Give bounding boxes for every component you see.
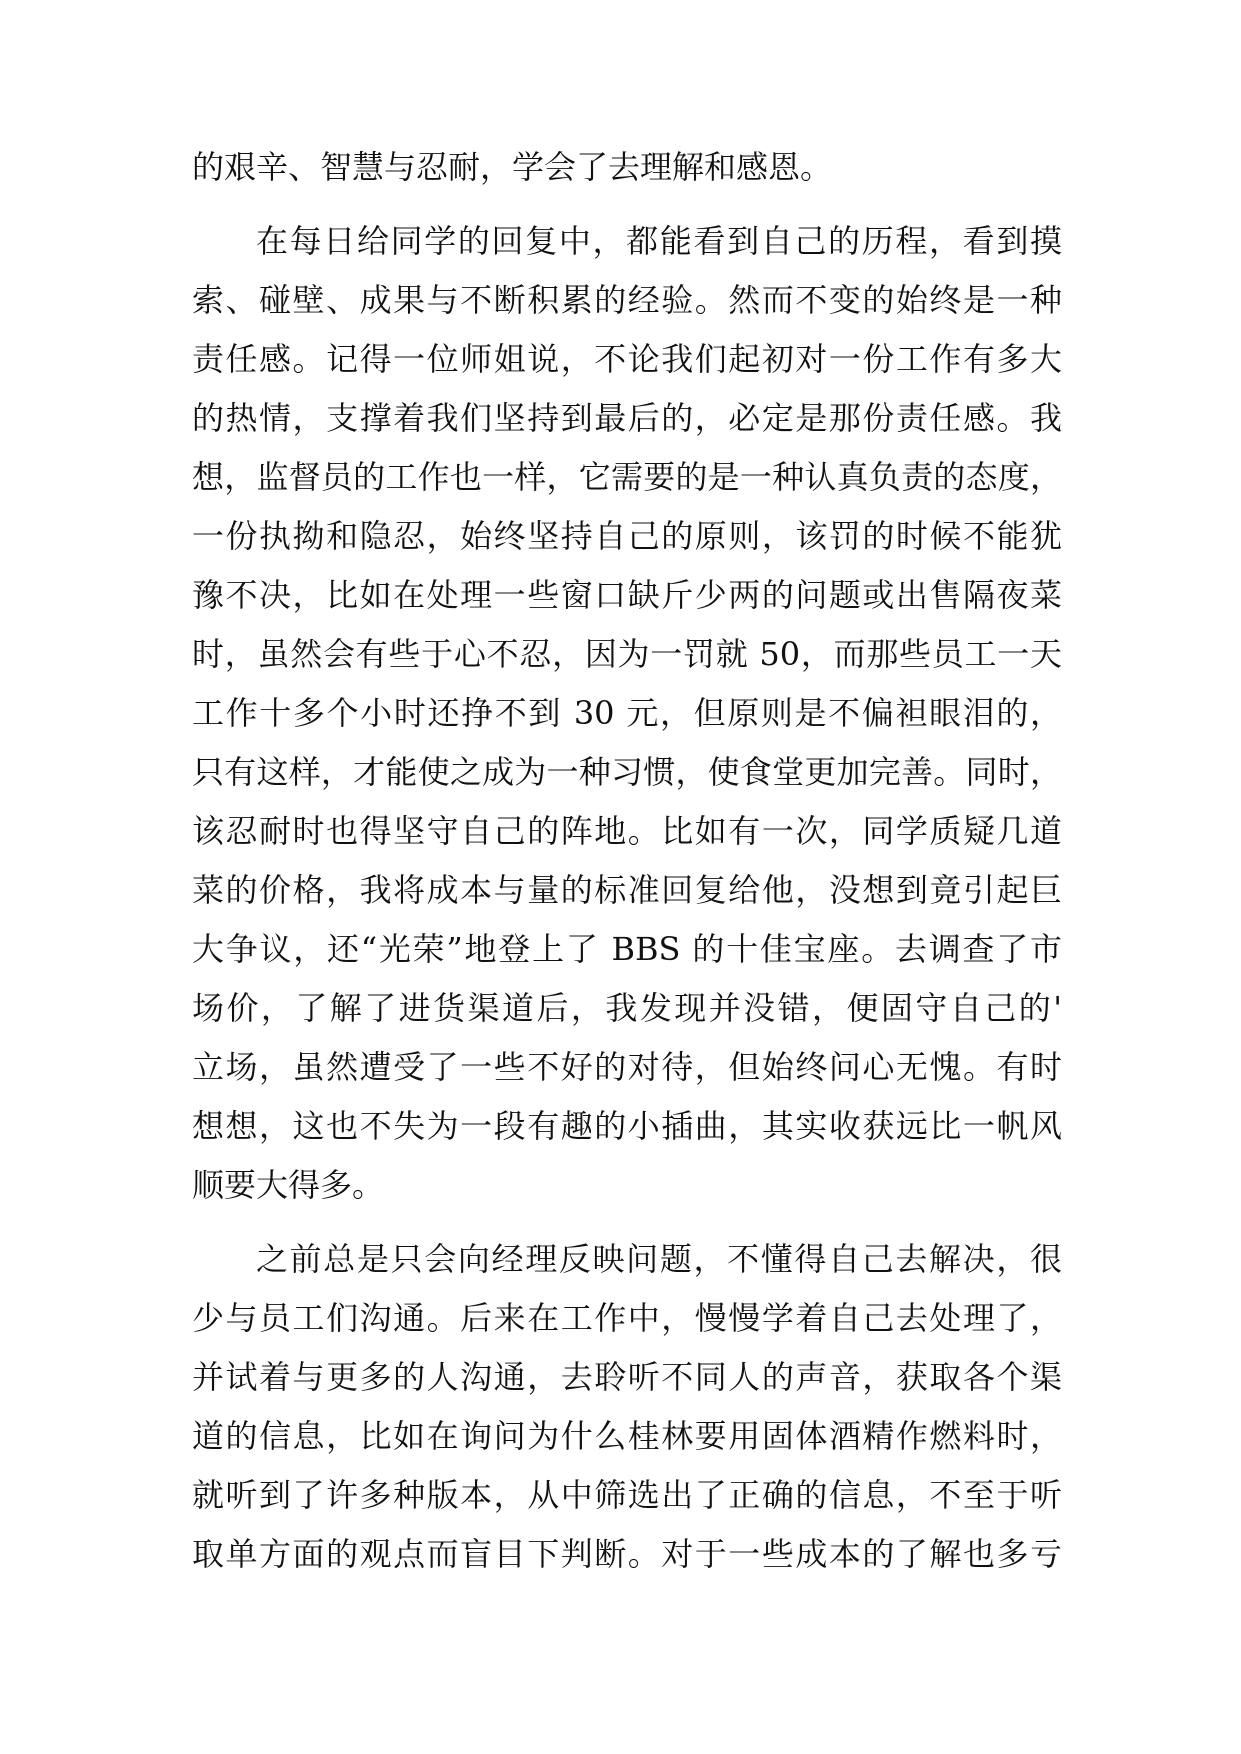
text-line: 道的信息，比如在询问为什么桂林要用固体酒精作燃料时， <box>192 1417 1062 1455</box>
text-line: 责任感。记得一位师姐说，不论我们起初对一份工作有多大 <box>192 340 1062 378</box>
text-line: 之前总是只会向经理反映问题，不懂得自己去解决，很 <box>256 1240 1062 1278</box>
text-line: 并试着与更多的人沟通，去聆听不同人的声音，获取各个渠 <box>192 1358 1062 1396</box>
text-line: 想想，这也不失为一段有趣的小插曲，其实收获远比一帆风 <box>192 1107 1062 1145</box>
text-line: 索、碰壁、成果与不断积累的经验。然而不变的始终是一种 <box>192 281 1062 319</box>
text-line: 就听到了许多种版本，从中筛选出了正确的信息，不至于听 <box>192 1476 1062 1514</box>
text-line: 工作十多个小时还挣不到 30 元，但原则是不偏袒眼泪的， <box>192 694 1062 732</box>
text-line: 在每日给同学的回复中，都能看到自己的历程，看到摸 <box>256 222 1062 260</box>
text-line: 豫不决，比如在处理一些窗口缺斤少两的问题或出售隔夜菜 <box>192 576 1062 614</box>
text-line: 场价，了解了进货渠道后，我发现并没错，便固守自己的' <box>192 989 1062 1027</box>
text-line: 的艰辛、智慧与忍耐，学会了去理解和感恩。 <box>192 148 833 186</box>
text-line: 一份执拗和隐忍，始终坚持自己的原则，该罚的时候不能犹 <box>192 517 1062 555</box>
text-line: 想，监督员的工作也一样，它需要的是一种认真负责的态度， <box>192 458 1062 496</box>
text-line: 只有这样，才能使之成为一种习惯，使食堂更加完善。同时， <box>192 753 1062 791</box>
text-line: 取单方面的观点而盲目下判断。对于一些成本的了解也多亏 <box>192 1535 1062 1573</box>
text-line: 的热情，支撑着我们坚持到最后的，必定是那份责任感。我 <box>192 399 1062 437</box>
text-line: 时，虽然会有些于心不忍，因为一罚就 50，而那些员工一天 <box>192 635 1062 673</box>
text-line: 菜的价格，我将成本与量的标准回复给他，没想到竟引起巨 <box>192 871 1062 909</box>
text-line: 顺要大得多。 <box>192 1166 385 1204</box>
text-line: 该忍耐时也得坚守自己的阵地。比如有一次，同学质疑几道 <box>192 812 1062 850</box>
text-line: 立场，虽然遭受了一些不好的对待，但始终问心无愧。有时 <box>192 1048 1062 1086</box>
text-line: 少与员工们沟通。后来在工作中，慢慢学着自己去处理了， <box>192 1299 1062 1337</box>
text-line: 大争议，还“光荣”地登上了 BBS 的十佳宝座。去调查了市 <box>192 930 1062 968</box>
